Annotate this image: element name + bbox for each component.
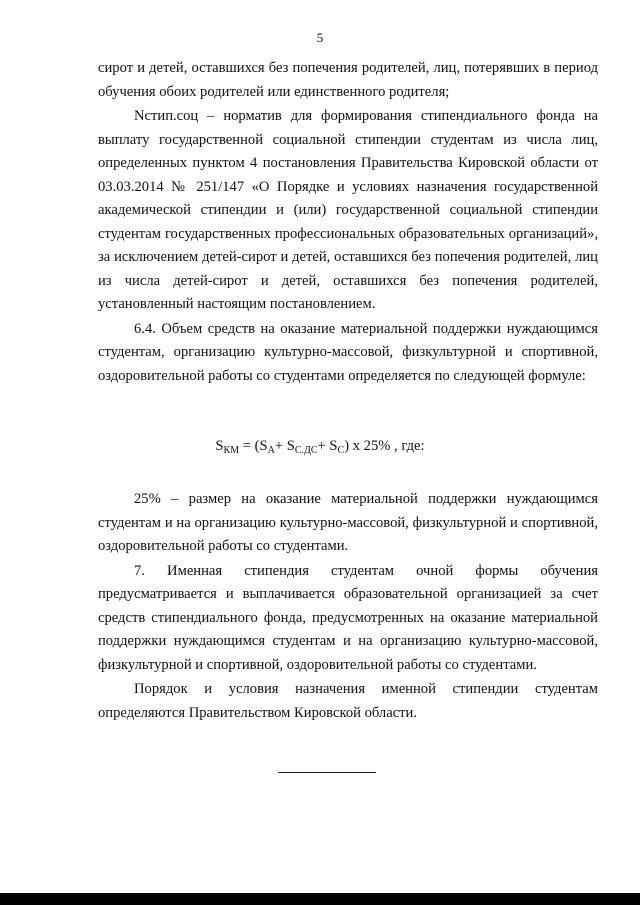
formula-part: + S: [317, 438, 338, 454]
paragraph-7: 7. Именная стипендия студентам очной формы обучения предусматривается и выплачивается образовательной организацией за счет средств стипендиального фонда, предусмотренных на оказание материальной поддержки нуждающимся студентам и на организацию культурно-массовой, физкультурной и спортивной, оздоровительной работы со студентами.: [98, 562, 598, 673]
scan-bottom-edge: [0, 893, 640, 905]
formula-s: S: [215, 438, 224, 454]
formula-part: + S: [274, 438, 295, 454]
formula-sub-cds: С.ДС: [294, 445, 318, 456]
formula-sub-km: КМ: [223, 445, 240, 456]
paragraph-norm-definition: Nстип.соц – норматив для формирования стипендиального фонда на выплату государственной социальной стипендии студентам из числа лиц, определенных пунктом 4 постановления Правительства Кировской области от 03.03.2014 № 251/147 «О Порядке и условиях назначения государственной академической стипендии и (или) государственной социальной стипендии студентам государственных профессиональных образовательных организаций», за исключением детей-сирот и детей, оставшихся без попечения родителей, лиц из числа детей-сирот и детей, оставшихся без попечения родителей, установленный настоящим постановлением.: [98, 108, 598, 312]
paragraph-orphans-continuation: сирот и детей, оставшихся без попечения родителей, лиц, потерявших в период обучения обоих родителей или единственного родителя;: [98, 60, 598, 100]
formula-sub-a: А: [267, 445, 275, 456]
paragraph-procedure: Порядок и условия назначения именной стипендии студентам определяются Правительством Кировской области.: [98, 681, 598, 721]
paragraph-25-percent: 25% – размер на оказание материальной поддержки нуждающимся студентам и на организацию культурно-массовой, физкультурной и спортивной, оздоровительной работы со студентами.: [98, 491, 598, 554]
page-number: 5: [316, 30, 324, 45]
document-body-top: [98, 57, 598, 388]
document-body-bottom: [98, 488, 598, 725]
paragraph-6-4: 6.4. Объем средств на оказание материальной поддержки нуждающимся студентам, организацию культурно-массовой, физкультурной и спортивной, оздоровительной работы со студентами определяется по следующей формуле:: [98, 320, 598, 384]
formula-sub-c: С: [337, 445, 345, 456]
formula-tail: ) х 25% , где:: [344, 438, 425, 454]
formula-part: = (S: [239, 438, 268, 454]
formula: [0, 438, 640, 456]
footer-divider: [278, 772, 376, 773]
